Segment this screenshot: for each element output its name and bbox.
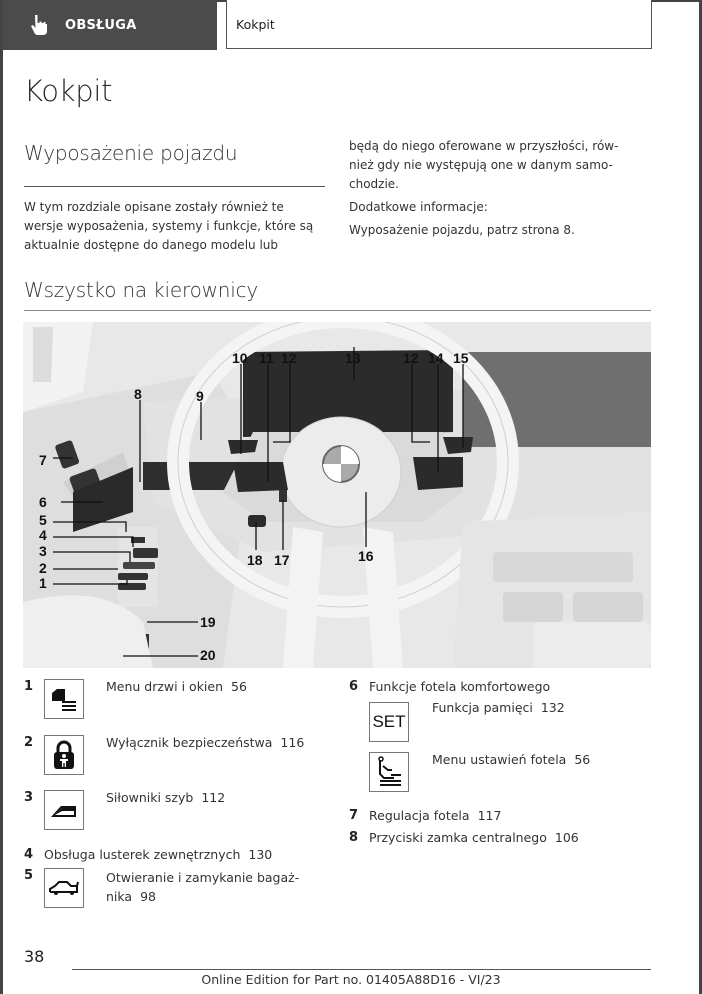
legend-item-1 <box>106 679 247 694</box>
chapter-tab[interactable] <box>226 0 652 49</box>
legend-text: Menu ustawień fotela <box>432 752 567 767</box>
legend-text: Wyłącznik bezpieczeństwa <box>106 735 273 750</box>
callout-14: 14 <box>428 350 444 366</box>
callout-5: 5 <box>39 512 47 528</box>
footer-edition: Online Edition for Part no. 01405A88D16 - VI/23 <box>201 972 501 987</box>
vehicle-equipment-heading: Wyposażenie pojazdu <box>24 141 238 165</box>
legend-item-4 <box>44 847 272 862</box>
trunk-icon <box>44 868 84 908</box>
legend-text: Funkcja pamięci <box>432 700 533 715</box>
page-reference[interactable]: 56 <box>574 752 591 767</box>
steering-heading: Wszystko na kierownicy <box>24 278 259 302</box>
callout-20: 20 <box>200 647 216 663</box>
callout-10: 10 <box>232 350 248 366</box>
callout-3: 3 <box>39 543 47 559</box>
seat-settings-menu-icon <box>369 752 409 792</box>
legend-number: 2 <box>24 735 34 750</box>
paragraph-line: nież gdy nie występują one w danym samo- <box>349 158 613 172</box>
legend-text: nika <box>106 889 133 904</box>
legend-item-3 <box>106 790 225 805</box>
page-reference[interactable]: 132 <box>540 700 565 715</box>
callout-12-right: 12 <box>403 350 419 366</box>
page-reference[interactable]: 130 <box>248 847 273 862</box>
set-icon-text: SET <box>372 712 406 731</box>
additional-info-link[interactable]: Wyposażenie pojazdu, patrz strona 8. <box>349 223 575 237</box>
legend-number: 8 <box>349 830 359 845</box>
paragraph-text: W tym rozdziale opisane zostały również te wersje wyposażenia, systemy i funkcje, które są aktualnie dostępne do danego modelu lub <box>24 200 314 252</box>
page-reference[interactable]: 106 <box>554 830 579 845</box>
additional-info-label: Dodatkowe informacje: <box>349 200 488 214</box>
page-number: 38 <box>24 947 45 966</box>
cockpit-drawing <box>23 322 651 668</box>
legend-number: 5 <box>24 868 34 883</box>
legend-number: 1 <box>24 679 34 694</box>
vehicle-equipment-paragraph-left <box>24 198 324 255</box>
callout-18: 18 <box>247 552 263 568</box>
legend-item-5 <box>106 868 299 906</box>
callout-17: 17 <box>274 552 290 568</box>
door-window-menu-icon <box>44 679 84 719</box>
page-reference[interactable]: 98 <box>140 889 156 904</box>
callout-8: 8 <box>134 386 142 402</box>
callout-15: 15 <box>453 350 469 366</box>
child-lock-icon <box>44 735 84 775</box>
legend-item-7 <box>369 808 501 823</box>
legend-subitem-seat-menu <box>432 752 590 767</box>
legend-number: 4 <box>24 847 34 862</box>
callout-9: 9 <box>196 388 204 404</box>
callout-19: 19 <box>200 614 216 630</box>
page-reference[interactable]: 117 <box>477 808 502 823</box>
window-lift-icon <box>44 790 84 830</box>
legend-item-8 <box>369 830 579 845</box>
paragraph-line: będą do niego oferowane w przyszłości, rów- <box>349 139 619 153</box>
callout-2: 2 <box>39 560 47 576</box>
legend-text: Regulacja fotela <box>369 808 470 823</box>
cockpit-illustration <box>23 322 651 668</box>
callout-6: 6 <box>39 494 47 510</box>
legend-subitem-memory <box>432 700 565 715</box>
callout-13: 13 <box>345 350 361 366</box>
legend-text: Siłowniki szyb <box>106 790 194 805</box>
legend-item-2 <box>106 735 304 750</box>
paragraph-line: chodzie. <box>349 177 399 191</box>
callout-7: 7 <box>39 452 47 468</box>
page-reference[interactable]: 112 <box>201 790 226 805</box>
page-reference[interactable]: 116 <box>280 735 305 750</box>
set-memory-icon <box>369 702 409 742</box>
heading-rule <box>24 186 325 187</box>
legend-text: Obsługa lusterek zewnętrznych <box>44 847 241 862</box>
callout-1: 1 <box>39 575 47 591</box>
legend-item-6: Funkcje fotela komfortowego <box>369 679 551 694</box>
section-label: OBSŁUGA <box>65 17 137 33</box>
legend-number: 3 <box>24 790 34 805</box>
footer-rule <box>72 969 651 970</box>
page-title: Kokpit <box>24 74 113 108</box>
page-reference[interactable]: 56 <box>231 679 247 694</box>
hand-pointer-icon <box>29 14 49 36</box>
legend-text: Otwieranie i zamykanie bagaż- <box>106 870 300 885</box>
legend-text: Menu drzwi i okien <box>106 679 224 694</box>
heading-rule <box>24 310 651 311</box>
page-frame-left <box>0 0 3 994</box>
callout-12-left: 12 <box>281 350 297 366</box>
legend-text: Przyciski zamka centralnego <box>369 830 547 845</box>
callout-16: 16 <box>358 548 374 564</box>
section-tab[interactable] <box>3 0 217 50</box>
chapter-label: Kokpit <box>236 16 275 32</box>
legend-number: 7 <box>349 808 359 823</box>
callout-4: 4 <box>39 527 47 543</box>
legend-number: 6 <box>349 679 359 694</box>
vehicle-equipment-paragraph-right <box>349 137 659 240</box>
callout-11: 11 <box>259 350 274 366</box>
